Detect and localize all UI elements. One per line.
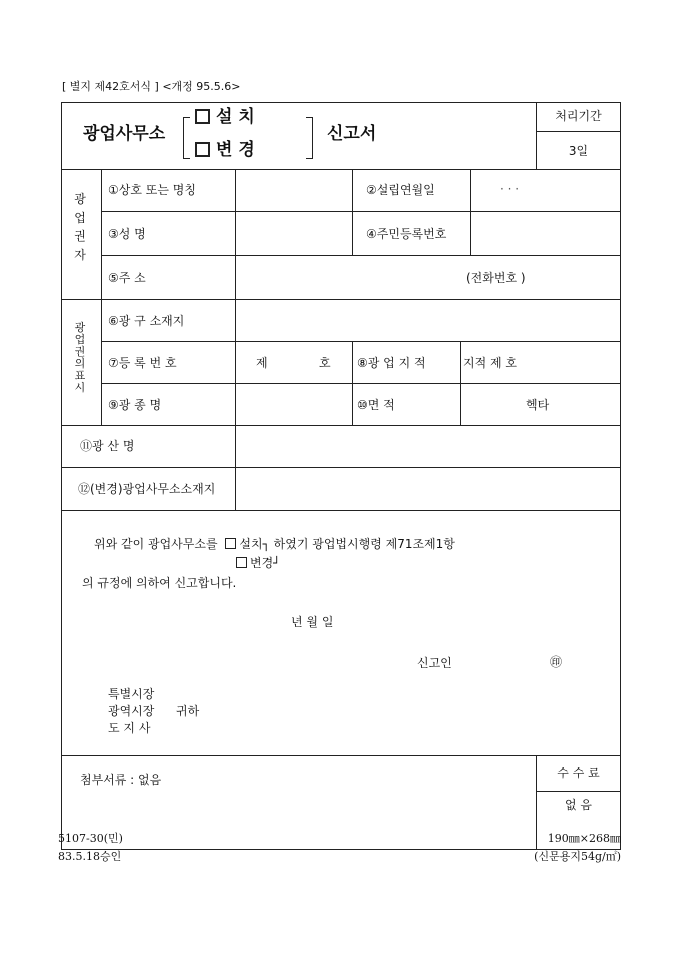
divider [101,169,102,425]
phone-number-label: (전화번호 ) [466,271,526,285]
form-code: 5107-30(민) [58,832,123,845]
mining-map-label: ⑧광 업 지 적 [357,356,426,370]
divider [536,131,621,132]
registration-suffix: 호 [319,356,331,370]
option-install [195,109,255,126]
registration-number-label: ⑦등 록 번 호 [108,356,177,370]
divider [101,255,621,256]
divider [352,169,353,255]
option-change-label: 변 경 [216,140,255,160]
install-checkbox-icon [195,109,210,124]
approval-date: 83.5.18승인 [58,850,122,863]
processing-period-value: 3일 [568,144,589,158]
recipient-governor: 도 지 사 [108,721,151,735]
statement-line2: 의 규정에 의하여 신고합니다. [82,576,237,590]
mining-right-display-label: 광업권의표시 [74,321,86,395]
divider [61,510,621,511]
divider [61,169,621,170]
divider [460,341,461,425]
application-date: 년 월 일 [291,615,334,629]
right-bracket [306,117,313,159]
mining-map-value: 지적 제 호 [463,356,517,370]
statement-line1-pre: 위와 같이 광업사무소를 [94,537,218,551]
divider [61,425,621,426]
statement-change-option-row [236,557,280,569]
area-label: ⑩면 적 [357,398,395,412]
paper-size: 190㎜×268㎜ [547,832,621,845]
divider [101,341,621,342]
applicant-label: 신고인 [417,656,452,670]
mine-name-label: ⑪광 산 명 [80,439,135,453]
divider [101,383,621,384]
name-label: ③성 명 [108,227,146,241]
statement-line1 [94,538,455,550]
establishment-date-label: ②설립연월일 [366,183,435,197]
change-checkbox-icon [195,142,210,157]
form-frame [61,102,621,850]
establishment-date-dots: · · · [500,182,520,196]
mining-right-holder-label: 광업권자 [74,192,86,262]
trade-name-label: ①상호 또는 명칭 [108,183,196,197]
statement-change-checkbox-icon [236,557,247,568]
fee-value: 없 음 [565,798,592,812]
office-location-label: ⑫(변경)광업사무소소재지 [78,482,216,496]
address-label: ⑤주 소 [108,271,146,285]
left-bracket [183,117,190,159]
recipient-special-city: 특별시장 [108,687,155,701]
statement-change-option: 변경┘ [250,556,281,570]
divider [101,211,621,212]
area-unit: 헥타 [526,398,550,412]
option-change [195,142,255,159]
resident-number-label: ④주민등록번호 [366,227,447,241]
mineral-type-label: ⑨광 종 명 [108,398,162,412]
divider [470,169,471,255]
form-title-left: 광업사무소 [83,124,166,144]
divider [536,791,621,792]
divider [61,467,621,468]
honorific: 귀하 [176,704,200,718]
seal-icon: ㊞ [550,655,563,669]
registration-prefix: 제 [256,356,268,370]
fee-label: 수 수 료 [557,766,600,780]
divider [61,299,621,300]
statement-install-checkbox-icon [225,538,236,549]
divider [235,169,236,510]
mine-location-label: ⑥광 구 소재지 [108,314,185,328]
divider [352,341,353,425]
attachments-label: 첨부서류 : 없음 [80,773,162,787]
option-install-label: 설 치 [216,107,255,127]
form-title-right: 신고서 [327,124,377,144]
form-number-note: [ 별지 제42호서식 ] <개정 95.5.6> [62,80,241,93]
recipient-metro-city: 광역시장 [108,704,155,718]
paper-spec: (신문용지54g/㎡) [534,850,621,863]
processing-period-label: 처리기간 [555,109,602,123]
divider [61,755,621,756]
statement-line1-post: 하였기 광업법시행령 제71조제1항 [273,537,455,551]
statement-install-option: 설치┐ [239,537,270,551]
